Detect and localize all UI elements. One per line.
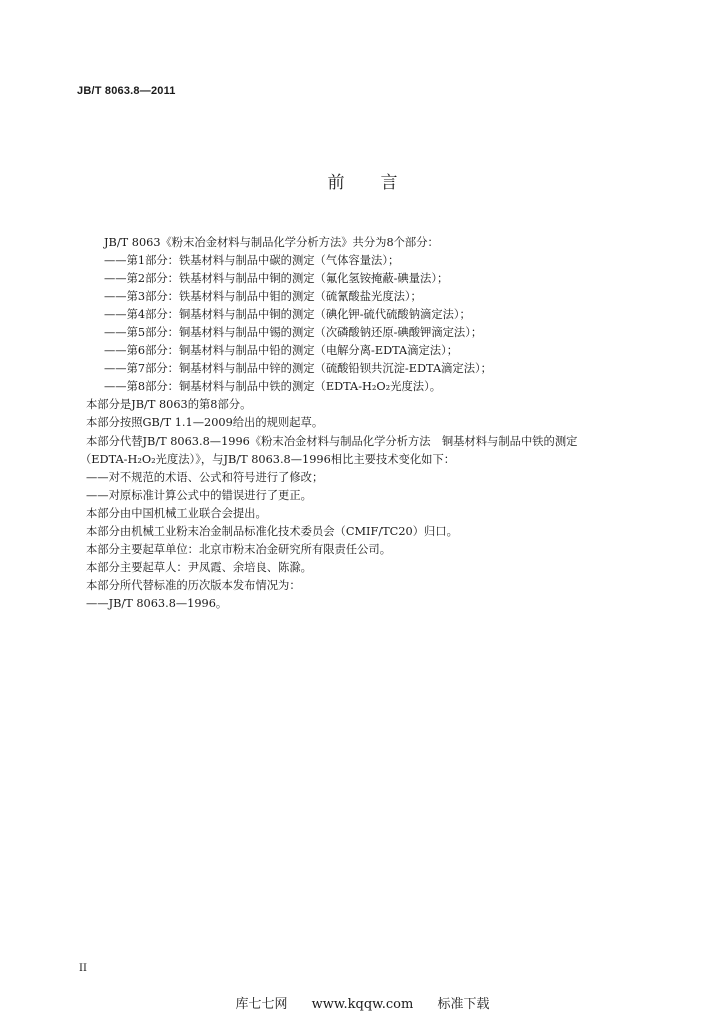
- page-title: 前言: [327, 173, 434, 193]
- paragraph-proposer: 本部分由中国机械工业联合会提出。: [86, 506, 267, 520]
- list-item-part-4: ——第4部分：铜基材料与制品中铜的测定（碘化钾-硫代硫酸钠滴定法）；: [104, 308, 471, 322]
- list-item-change-2: ——对原标准计算公式中的错误进行了更正。: [86, 488, 312, 502]
- list-item-part-6: ——第6部分：铜基材料与制品中铅的测定（电解分离-EDTA滴定法）；: [104, 344, 459, 358]
- foreword-body: [80, 234, 686, 613]
- paragraph-drafting-rules: 本部分按照GB/T 1.1—2009给出的规则起草。: [86, 416, 324, 430]
- paragraph-drafters: 本部分主要起草人：尹凤霞、余培良、陈滁。: [86, 560, 312, 574]
- paragraph-part-number: 本部分是JB/T 8063的第8部分。: [86, 398, 252, 412]
- paragraph-series-intro: JB/T 8063《粉末冶金材料与制品化学分析方法》共分为8个部分：: [104, 236, 439, 249]
- paragraph-drafting-unit: 本部分主要起草单位：北京市粉末冶金研究所有限责任公司。: [86, 542, 392, 556]
- standard-code-header: JB/T 8063.8—2011: [77, 85, 176, 97]
- paragraph-committee: 本部分由机械工业粉末冶金制品标准化技术委员会（CMIF/TC20）归口。: [86, 524, 458, 538]
- list-item-part-5: ——第5部分：铜基材料与制品中锡的测定（次磷酸钠还原-碘酸钾滴定法）；: [104, 326, 483, 340]
- list-item-part-8: ——第8部分：铜基材料与制品中铁的测定（EDTA-H₂O₂光度法）。: [104, 380, 442, 394]
- list-item-part-7: ——第7部分：铜基材料与制品中锌的测定（硫酸铅钡共沉淀-EDTA滴定法）；: [104, 362, 492, 376]
- list-item-part-1: ——第1部分：铁基材料与制品中碳的测定（气体容量法）；: [104, 254, 400, 268]
- paragraph-replaces-continued: （EDTA-H₂O₂光度法）》，与JB/T 8063.8—1996相比主要技术变化如下：: [80, 452, 456, 466]
- paragraph-history-intro: 本部分所代替标准的历次版本发布情况为：: [86, 578, 301, 592]
- list-item-change-1: ——对不规范的术语、公式和符号进行了修改；: [86, 470, 324, 484]
- list-item-part-2: ——第2部分：铁基材料与制品中铜的测定（氟化氢铵掩蔽-碘量法）；: [104, 272, 449, 286]
- paragraph-replaces: 本部分代替JB/T 8063.8—1996《粉末冶金材料与制品化学分析方法 铜基材料与制品中铁的测定: [86, 434, 578, 448]
- page-number: II: [79, 963, 87, 974]
- list-item-part-3: ——第3部分：铁基材料与制品中钼的测定（硫氰酸盐光度法）；: [104, 290, 422, 304]
- watermark-site: 库七七网: [235, 997, 288, 1012]
- watermark-text: 标准下载: [437, 997, 490, 1012]
- list-item-history-1: ——JB/T 8063.8—1996。: [86, 596, 228, 610]
- watermark-url: www.kqqw.com: [311, 997, 414, 1012]
- watermark-footer: [0, 993, 725, 1012]
